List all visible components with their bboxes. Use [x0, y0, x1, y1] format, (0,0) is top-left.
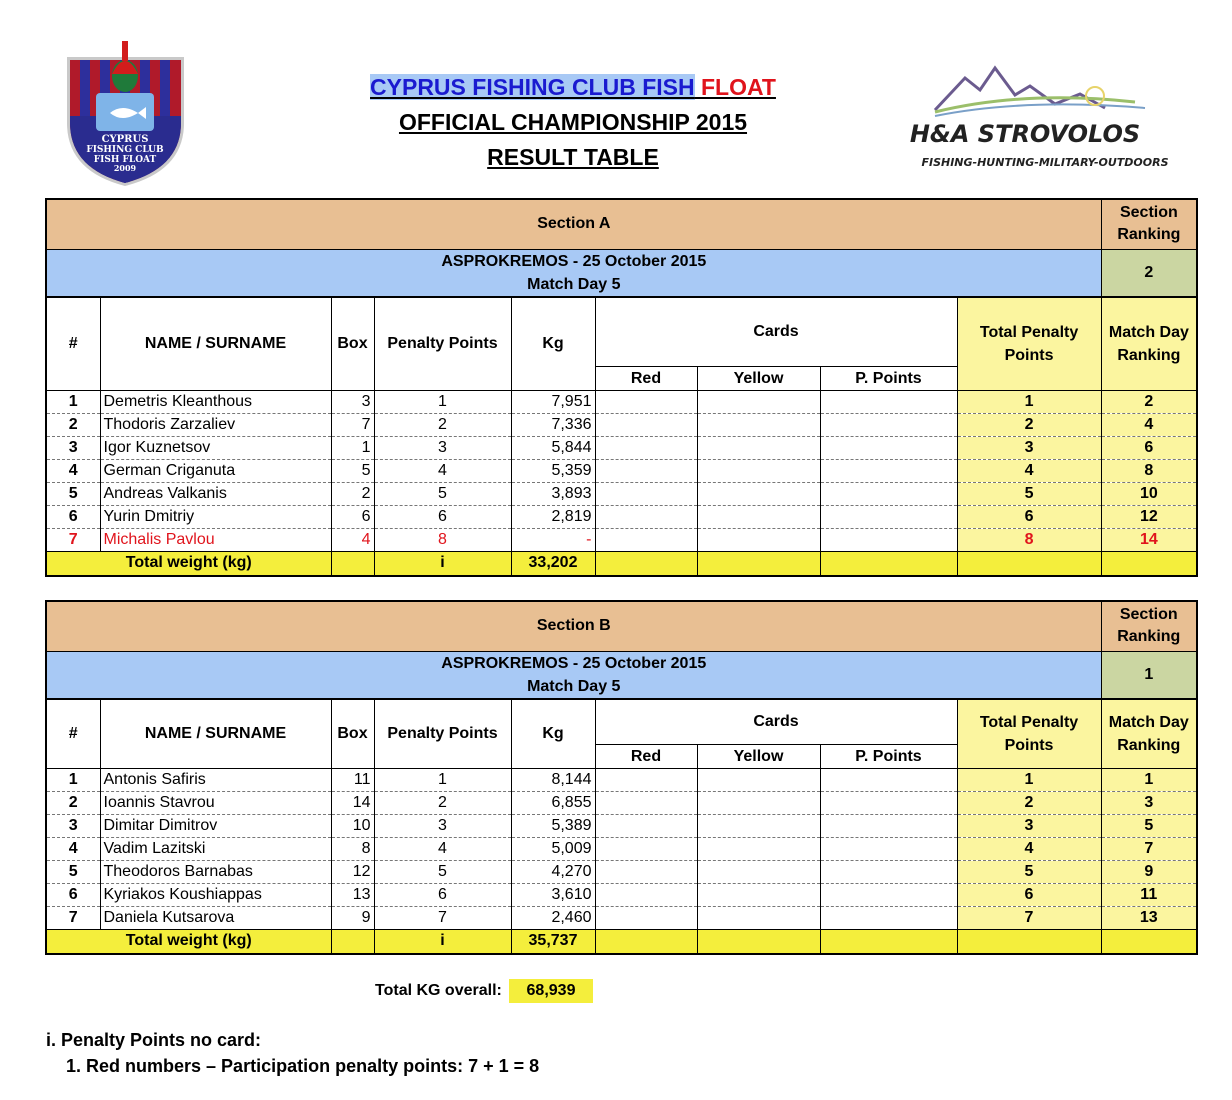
- row-name: Daniela Kutsarova: [100, 907, 331, 930]
- row-card-ppoints: [820, 529, 957, 552]
- row-card-ppoints: [820, 414, 957, 437]
- row-card-yellow: [697, 861, 820, 884]
- row-kg: 3,893: [511, 483, 595, 506]
- row-total-penalty: 1: [957, 391, 1101, 414]
- total-empty: [1101, 552, 1197, 576]
- row-match-ranking: 14: [1101, 529, 1197, 552]
- row-box: 4: [331, 529, 374, 552]
- table-row: [46, 861, 1197, 884]
- row-card-red: [595, 907, 697, 930]
- row-match-ranking: 13: [1101, 907, 1197, 930]
- row-kg: 5,389: [511, 815, 595, 838]
- row-name: Igor Kuznetsov: [100, 437, 331, 460]
- total-marker: i: [374, 930, 511, 954]
- row-match-ranking: 12: [1101, 506, 1197, 529]
- row-card-yellow: [697, 437, 820, 460]
- row-kg: 5,844: [511, 437, 595, 460]
- row-card-ppoints: [820, 861, 957, 884]
- row-box: 7: [331, 414, 374, 437]
- total-row: [46, 552, 1197, 576]
- title-block: [330, 70, 816, 175]
- table-row: [46, 483, 1197, 506]
- total-kg: 35,737: [511, 930, 595, 954]
- row-card-yellow: [697, 792, 820, 815]
- row-card-yellow: [697, 815, 820, 838]
- table-row: [46, 506, 1197, 529]
- row-card-yellow: [697, 769, 820, 792]
- row-match-ranking: 2: [1101, 391, 1197, 414]
- club-logo-line-2: FISHING CLUB: [86, 145, 164, 155]
- row-kg: 2,460: [511, 907, 595, 930]
- section-ranking-label-1: Section: [1119, 606, 1178, 624]
- table-row: [46, 769, 1197, 792]
- section-ranking-label-2: Ranking: [1117, 628, 1181, 646]
- row-num: 4: [46, 838, 100, 861]
- row-card-yellow: [697, 907, 820, 930]
- col-total-penalty-1: Total Penalty: [979, 713, 1079, 731]
- col-ppoints: P. Points: [820, 745, 957, 769]
- row-card-yellow: [697, 529, 820, 552]
- row-penalty: 5: [374, 861, 511, 884]
- sponsor-name: H&A STROVOLOS: [909, 120, 1141, 148]
- row-penalty: 2: [374, 414, 511, 437]
- row-match-ranking: 9: [1101, 861, 1197, 884]
- col-penalty: Penalty Points: [374, 699, 511, 769]
- row-box: 14: [331, 792, 374, 815]
- row-name: Theodoros Barnabas: [100, 861, 331, 884]
- row-num: 3: [46, 437, 100, 460]
- row-box: 12: [331, 861, 374, 884]
- sponsor-tagline: FISHING-HUNTING-MILITARY-OUTDOORS: [921, 156, 1169, 169]
- row-box: 1: [331, 437, 374, 460]
- row-card-red: [595, 391, 697, 414]
- row-penalty: 4: [374, 460, 511, 483]
- total-label: Total weight (kg): [46, 552, 331, 576]
- row-num: 5: [46, 861, 100, 884]
- venue-cell: [46, 249, 1101, 297]
- row-card-red: [595, 884, 697, 907]
- row-card-yellow: [697, 483, 820, 506]
- row-penalty: 7: [374, 907, 511, 930]
- col-red: Red: [595, 745, 697, 769]
- row-card-ppoints: [820, 391, 957, 414]
- total-empty: [595, 930, 697, 954]
- row-box: 13: [331, 884, 374, 907]
- col-match-ranking-1: Match Day: [1108, 713, 1189, 731]
- row-kg: 3,610: [511, 884, 595, 907]
- row-total-penalty: 4: [957, 838, 1101, 861]
- row-name: Kyriakos Koushiappas: [100, 884, 331, 907]
- table-row: [46, 391, 1197, 414]
- row-card-ppoints: [820, 506, 957, 529]
- row-num: 2: [46, 414, 100, 437]
- col-penalty: Penalty Points: [374, 297, 511, 391]
- row-card-ppoints: [820, 907, 957, 930]
- table-row: [46, 815, 1197, 838]
- col-total-penalty-1: Total Penalty: [979, 323, 1079, 341]
- row-card-red: [595, 792, 697, 815]
- row-card-ppoints: [820, 792, 957, 815]
- col-yellow: Yellow: [697, 367, 820, 391]
- club-logo-line-1: CYPRUS: [101, 134, 149, 145]
- table-row: [46, 792, 1197, 815]
- main-title-red: FLOAT: [701, 74, 776, 100]
- row-penalty: 1: [374, 769, 511, 792]
- row-box: 5: [331, 460, 374, 483]
- row-card-red: [595, 483, 697, 506]
- row-total-penalty: 1: [957, 769, 1101, 792]
- col-match-ranking-2: Ranking: [1117, 346, 1181, 364]
- row-card-yellow: [697, 838, 820, 861]
- col-match-ranking: [1101, 297, 1197, 391]
- section-ranking-header: [1101, 601, 1197, 651]
- section-ranking-header: [1101, 199, 1197, 249]
- table-row: [46, 907, 1197, 930]
- row-box: 8: [331, 838, 374, 861]
- row-total-penalty: 5: [957, 483, 1101, 506]
- row-box: 6: [331, 506, 374, 529]
- row-card-ppoints: [820, 460, 957, 483]
- row-penalty: 4: [374, 838, 511, 861]
- col-num: #: [46, 297, 100, 391]
- col-total-penalty-2: Points: [1004, 346, 1054, 364]
- section-a-rows: [46, 391, 1197, 552]
- row-penalty: 3: [374, 815, 511, 838]
- row-total-penalty: 4: [957, 460, 1101, 483]
- row-card-red: [595, 861, 697, 884]
- col-name: NAME / SURNAME: [100, 699, 331, 769]
- row-total-penalty: 3: [957, 815, 1101, 838]
- row-penalty: 3: [374, 437, 511, 460]
- row-penalty: 6: [374, 884, 511, 907]
- row-total-penalty: 2: [957, 792, 1101, 815]
- match-day: Match Day 5: [527, 275, 621, 293]
- row-kg: 5,009: [511, 838, 595, 861]
- col-total-penalty: [957, 297, 1101, 391]
- total-empty: [1101, 930, 1197, 954]
- section-ranking-label-1: Section: [1119, 204, 1178, 222]
- row-card-red: [595, 815, 697, 838]
- row-kg: 8,144: [511, 769, 595, 792]
- total-box-empty: [331, 930, 374, 954]
- row-card-red: [595, 460, 697, 483]
- row-box: 11: [331, 769, 374, 792]
- row-num: 7: [46, 907, 100, 930]
- section-title: Section A: [46, 199, 1101, 249]
- club-logo-line-4: 2009: [113, 163, 137, 173]
- row-card-ppoints: [820, 437, 957, 460]
- total-empty: [820, 930, 957, 954]
- row-card-yellow: [697, 391, 820, 414]
- row-name: Andreas Valkanis: [100, 483, 331, 506]
- note-title: i. Penalty Points no card:: [46, 1030, 262, 1050]
- row-penalty: 6: [374, 506, 511, 529]
- row-num: 1: [46, 391, 100, 414]
- row-num: 1: [46, 769, 100, 792]
- total-row: [46, 930, 1197, 954]
- row-card-red: [595, 769, 697, 792]
- row-num: 4: [46, 460, 100, 483]
- row-card-red: [595, 437, 697, 460]
- col-kg: Kg: [511, 699, 595, 769]
- col-cards: Cards: [595, 699, 957, 745]
- row-num: 2: [46, 792, 100, 815]
- total-overall-value: 68,939: [509, 979, 593, 1003]
- row-name: Yurin Dmitriy: [100, 506, 331, 529]
- col-kg: Kg: [511, 297, 595, 391]
- row-kg: 7,336: [511, 414, 595, 437]
- section-b-rows: [46, 769, 1197, 930]
- table-row: [46, 414, 1197, 437]
- main-title-blue: CYPRUS FISHING CLUB FISH: [370, 74, 695, 100]
- row-name: Ioannis Stavrou: [100, 792, 331, 815]
- subtitle: OFFICIAL CHAMPIONSHIP 2015: [398, 109, 748, 135]
- club-logo-line-3: FISH FLOAT: [93, 155, 157, 165]
- row-total-penalty: 8: [957, 529, 1101, 552]
- total-empty: [697, 930, 820, 954]
- section-ranking-value: 2: [1101, 249, 1197, 297]
- section-b-table: [45, 600, 1198, 955]
- row-kg: 7,951: [511, 391, 595, 414]
- row-penalty: 2: [374, 792, 511, 815]
- row-penalty: 5: [374, 483, 511, 506]
- col-red: Red: [595, 367, 697, 391]
- col-box: Box: [331, 297, 374, 391]
- row-box: 10: [331, 815, 374, 838]
- total-label: Total weight (kg): [46, 930, 331, 954]
- row-box: 2: [331, 483, 374, 506]
- venue-cell: [46, 651, 1101, 699]
- row-kg: 2,819: [511, 506, 595, 529]
- row-total-penalty: 3: [957, 437, 1101, 460]
- row-name: Antonis Safiris: [100, 769, 331, 792]
- section-ranking-value: 1: [1101, 651, 1197, 699]
- section-title: Section B: [46, 601, 1101, 651]
- row-total-penalty: 6: [957, 506, 1101, 529]
- row-kg: 6,855: [511, 792, 595, 815]
- row-match-ranking: 7: [1101, 838, 1197, 861]
- table-row: [46, 460, 1197, 483]
- row-kg: 4,270: [511, 861, 595, 884]
- col-cards: Cards: [595, 297, 957, 367]
- row-box: 9: [331, 907, 374, 930]
- sponsor-logo: [905, 60, 1185, 175]
- row-card-ppoints: [820, 769, 957, 792]
- row-match-ranking: 4: [1101, 414, 1197, 437]
- row-card-ppoints: [820, 483, 957, 506]
- row-name: Vadim Lazitski: [100, 838, 331, 861]
- row-total-penalty: 6: [957, 884, 1101, 907]
- section-a-table: [45, 198, 1198, 577]
- col-total-penalty-2: Points: [1004, 736, 1054, 754]
- row-penalty: 8: [374, 529, 511, 552]
- total-overall-label: Total KG overall:: [375, 982, 502, 999]
- row-num: 6: [46, 506, 100, 529]
- section-ranking-label-2: Ranking: [1117, 226, 1181, 244]
- main-title: [330, 70, 816, 105]
- row-match-ranking: 3: [1101, 792, 1197, 815]
- row-box: 3: [331, 391, 374, 414]
- total-empty: [957, 930, 1101, 954]
- row-card-yellow: [697, 414, 820, 437]
- table-row: [46, 884, 1197, 907]
- col-box: Box: [331, 699, 374, 769]
- col-match-ranking: [1101, 699, 1197, 769]
- row-card-ppoints: [820, 884, 957, 907]
- row-kg: 5,359: [511, 460, 595, 483]
- row-card-red: [595, 838, 697, 861]
- club-logo: [58, 38, 193, 186]
- col-num: #: [46, 699, 100, 769]
- row-name: German Criganuta: [100, 460, 331, 483]
- row-num: 5: [46, 483, 100, 506]
- row-match-ranking: 11: [1101, 884, 1197, 907]
- table-row: [46, 838, 1197, 861]
- row-num: 7: [46, 529, 100, 552]
- row-card-yellow: [697, 506, 820, 529]
- col-ppoints: P. Points: [820, 367, 957, 391]
- table-row: [46, 437, 1197, 460]
- row-match-ranking: 5: [1101, 815, 1197, 838]
- total-box-empty: [331, 552, 374, 576]
- row-card-red: [595, 506, 697, 529]
- col-name: NAME / SURNAME: [100, 297, 331, 391]
- row-total-penalty: 5: [957, 861, 1101, 884]
- row-card-yellow: [697, 884, 820, 907]
- venue: ASPROKREMOS - 25 October 2015: [441, 654, 707, 672]
- row-card-yellow: [697, 460, 820, 483]
- total-empty: [595, 552, 697, 576]
- row-match-ranking: 8: [1101, 460, 1197, 483]
- row-card-red: [595, 529, 697, 552]
- col-match-ranking-2: Ranking: [1117, 736, 1181, 754]
- row-match-ranking: 6: [1101, 437, 1197, 460]
- note-item: 1. Red numbers – Participation penalty points: 7 + 1 = 8: [66, 1056, 540, 1076]
- subtitle-2: RESULT TABLE: [487, 144, 659, 170]
- total-empty: [820, 552, 957, 576]
- row-name: Michalis Pavlou: [100, 529, 331, 552]
- row-name: Demetris Kleanthous: [100, 391, 331, 414]
- row-match-ranking: 10: [1101, 483, 1197, 506]
- row-match-ranking: 1: [1101, 769, 1197, 792]
- row-kg: -: [511, 529, 595, 552]
- total-empty: [957, 552, 1101, 576]
- row-card-red: [595, 414, 697, 437]
- total-empty: [697, 552, 820, 576]
- row-card-ppoints: [820, 815, 957, 838]
- col-match-ranking-1: Match Day: [1108, 323, 1189, 341]
- row-name: Thodoris Zarzaliev: [100, 414, 331, 437]
- col-yellow: Yellow: [697, 745, 820, 769]
- venue: ASPROKREMOS - 25 October 2015: [441, 252, 707, 270]
- row-penalty: 1: [374, 391, 511, 414]
- col-total-penalty: [957, 699, 1101, 769]
- row-total-penalty: 2: [957, 414, 1101, 437]
- row-total-penalty: 7: [957, 907, 1101, 930]
- match-day: Match Day 5: [527, 677, 621, 695]
- total-kg: 33,202: [511, 552, 595, 576]
- total-marker: i: [374, 552, 511, 576]
- table-row: [46, 529, 1197, 552]
- row-num: 3: [46, 815, 100, 838]
- row-num: 6: [46, 884, 100, 907]
- row-card-ppoints: [820, 838, 957, 861]
- row-name: Dimitar Dimitrov: [100, 815, 331, 838]
